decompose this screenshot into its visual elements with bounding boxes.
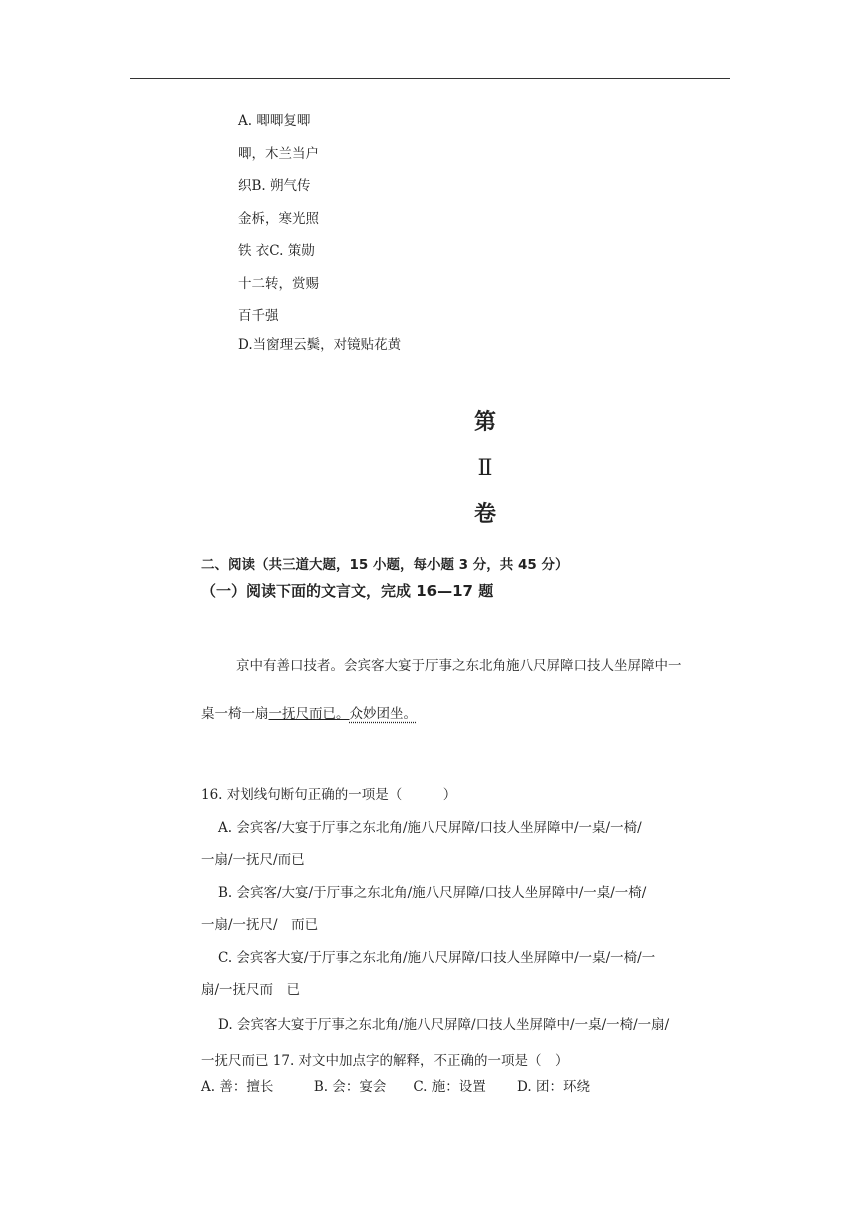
header-rule <box>130 78 730 79</box>
q16-option-b-line1: B. 会宾客/大宴/于厅事之东北角/施八尺屏障/口技人坐屏障中/一桌/一椅/ <box>218 885 647 901</box>
passage-line-2 <box>201 705 417 723</box>
passage-line-1: 京中有善口技者。会宾客大宴于厅事之东北角施八尺屏障口技人坐屏障中一 <box>236 658 682 674</box>
passage-text: 桌一椅一扇 <box>201 706 269 722</box>
volume-title-char-3: 卷 <box>473 502 496 527</box>
question-17-options: A. 善：擅长 B. 会：宴会 C. 施：设置 D. 团：环绕 <box>201 1079 590 1095</box>
underlined-sentence: 一抚尺而已。 <box>268 706 350 722</box>
dotted-phrase: 众妙团坐。 <box>349 706 417 722</box>
option-line-6: 十二转，赏赐 <box>238 276 319 292</box>
subsection-heading: （一）阅读下面的文言文，完成 16—17 题 <box>201 582 494 600</box>
option-line-1: A. 唧唧复唧 <box>238 113 311 129</box>
option-line-4: 金柝，寒光照 <box>238 211 319 227</box>
volume-title-char-1: 第 <box>473 410 496 435</box>
option-line-3: 织B. 朔气传 <box>238 178 311 194</box>
q16-option-a-line1: A. 会宾客/大宴于厅事之东北角/施八尺屏障/口技人坐屏障中/一桌/一椅/ <box>218 820 642 836</box>
section-heading: 二、阅读（共三道大题，15 小题，每小题 3 分，共 45 分） <box>201 557 569 573</box>
option-line-5: 铁 衣C. 策勋 <box>238 243 315 259</box>
q16-option-d-line2: 一抚尺而已 17. 对文中加点字的解释，不正确的一项是（ ） <box>201 1053 569 1069</box>
volume-title-char-2: Ⅱ <box>477 456 493 481</box>
question-16-stem: 16. 对划线句断句正确的一项是（ ） <box>201 787 457 803</box>
q16-option-a-line2: 一扇/一抚尺/而已 <box>201 852 305 868</box>
option-line-7: 百千强 <box>238 308 279 324</box>
q16-option-c-line1: C. 会宾客大宴/于厅事之东北角/施八尺屏障/口技人坐屏障中/一桌/一椅/一 <box>218 950 656 966</box>
q16-option-d-line1: D. 会宾客大宴于厅事之东北角/施八尺屏障/口技人坐屏障中/一桌/一椅/一扇/ <box>218 1017 670 1033</box>
q16-option-c-line2: 扇/一抚尺而 已 <box>201 982 301 998</box>
option-line-8: D.当窗理云鬓，对镜贴花黄 <box>238 337 402 353</box>
option-line-2: 唧，木兰当户 <box>238 146 319 162</box>
q16-option-b-line2: 一扇/一抚尺/ 而已 <box>201 917 319 933</box>
